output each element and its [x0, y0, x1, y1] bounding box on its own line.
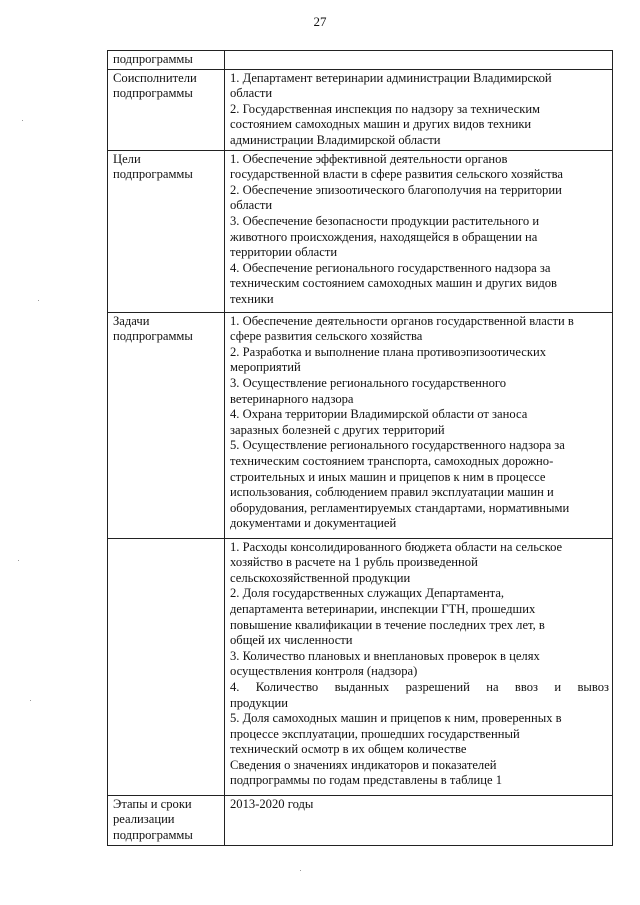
- content-line: области: [230, 86, 273, 101]
- content-line: техники: [230, 291, 274, 306]
- content-line: 3. Обеспечение безопасности продукции растительного и: [230, 213, 540, 228]
- row-content-cell: [225, 69, 613, 150]
- content-line: заразных болезней с других территорий: [230, 422, 445, 437]
- row-label-line: Соисполнители: [113, 70, 197, 85]
- content-line: 1. Расходы консолидированного бюджета области на сельское: [230, 539, 563, 554]
- row-label-line: Задачи: [113, 313, 150, 328]
- content-line: продукции: [230, 695, 289, 710]
- content-line: хозяйство в расчете на 1 рубль произведенной: [230, 555, 478, 570]
- table-row-stages-terms: [108, 795, 613, 845]
- content-line: 2013-2020 годы: [230, 796, 314, 811]
- content-line: департамента ветеринарии, инспекции ГТН, прошедших: [230, 601, 536, 616]
- table-row-indicators: [108, 538, 613, 795]
- content-line: 1. Департамент ветеринарии администрации Владимирской: [230, 70, 552, 85]
- content-line: мероприятий: [230, 360, 301, 375]
- row-label-line: подпрограммы: [113, 827, 193, 842]
- content-line: осуществления контроля (надзора): [230, 664, 418, 679]
- scan-speck: [300, 870, 301, 871]
- scan-speck: [22, 120, 23, 121]
- content-line: повышение квалификации в течение последних трех лет, в: [230, 617, 545, 632]
- content-line: 4. Количество выданных разрешений на ввоз и вывоз: [230, 679, 609, 694]
- row-label-cell: [108, 795, 225, 845]
- row-label-line: Этапы и сроки: [113, 796, 192, 811]
- row-label-cell: [108, 538, 225, 795]
- row-label-cell: [108, 69, 225, 150]
- row-label-line: реализации: [113, 812, 175, 827]
- content-line: технический осмотр в их общем количестве: [230, 742, 467, 757]
- content-line: сельскохозяйственной продукции: [230, 570, 411, 585]
- table-row-goals: [108, 150, 613, 312]
- row-content-cell: [225, 150, 613, 312]
- content-line: общей их численности: [230, 633, 353, 648]
- row-label-line: подпрограммы: [113, 329, 193, 344]
- table-row-subprogram-continuation: [108, 51, 613, 70]
- content-line: использования, соблюдением правил эксплуатации машин и: [230, 485, 554, 500]
- content-line: документами и документацией: [230, 516, 397, 531]
- content-line: техническим состоянием транспорта, самоходных дорожно-: [230, 453, 554, 468]
- content-line: ветеринарного надзора: [230, 391, 354, 406]
- content-line: техническим состоянием самоходных машин и других видов: [230, 276, 557, 291]
- content-line: состоянием самоходных машин и других видов техники: [230, 117, 532, 132]
- table-row-co-executors: [108, 69, 613, 150]
- row-content-cell: [225, 538, 613, 795]
- row-label-cell: [108, 51, 225, 70]
- content-line: 2. Государственная инспекция по надзору за техническим: [230, 101, 541, 116]
- content-line: подпрограммы по годам представлены в таблице 1: [230, 773, 503, 788]
- content-line: 1. Обеспечение эффективной деятельности органов: [230, 151, 508, 166]
- content-line: сфере развития сельского хозяйства: [230, 329, 423, 344]
- content-line: администрации Владимирской области: [230, 132, 441, 147]
- row-label-cell: [108, 312, 225, 538]
- content-line: животного происхождения, находящейся в обращении на: [230, 229, 538, 244]
- scan-speck: [18, 560, 19, 561]
- content-line: государственной власти в сфере развития сельского хозяйства: [230, 167, 564, 182]
- content-line: 1. Обеспечение деятельности органов государственной власти в: [230, 313, 574, 328]
- row-label-line: подпрограммы: [113, 86, 193, 101]
- table-row-tasks: [108, 312, 613, 538]
- row-content-cell: [225, 795, 613, 845]
- content-line: 2. Разработка и выполнение плана противоэпизоотических: [230, 344, 547, 359]
- row-label-line: подпрограммы: [113, 52, 193, 66]
- content-line: 3. Осуществление регионального государственного: [230, 375, 507, 390]
- row-label-cell: [108, 150, 225, 312]
- row-content-cell: [225, 51, 613, 70]
- content-line: 5. Осуществление регионального государственного надзора за: [230, 438, 565, 453]
- content-line: 2. Обеспечение эпизоотического благополучия на территории: [230, 182, 562, 197]
- content-line: 2. Доля государственных служащих Департамента,: [230, 586, 505, 601]
- subprogram-passport-table: [107, 50, 613, 846]
- content-line: Сведения о значениях индикаторов и показателей: [230, 757, 497, 772]
- content-line: оборудования, регламентируемых стандартами, нормативными: [230, 500, 570, 515]
- content-line: 3. Количество плановых и внеплановых проверок в целях: [230, 648, 540, 663]
- content-line: территории области: [230, 245, 338, 260]
- content-line: 5. Доля самоходных машин и прицепов к ним, проверенных в: [230, 711, 562, 726]
- page-number: 27: [313, 14, 327, 29]
- content-line: 4. Обеспечение регионального государственного надзора за: [230, 260, 551, 275]
- row-content-cell: [225, 312, 613, 538]
- row-label-line: Цели: [113, 151, 141, 166]
- content-line: процессе эксплуатации, прошедших государственный: [230, 726, 520, 741]
- scan-speck: [38, 300, 39, 301]
- scan-speck: [30, 700, 31, 701]
- content-line: строительных и иных машин и прицепов к ним в процессе: [230, 469, 546, 484]
- row-label-line: подпрограммы: [113, 167, 193, 182]
- content-line: области: [230, 198, 273, 213]
- content-line: 4. Охрана территории Владимирской области от заноса: [230, 407, 528, 422]
